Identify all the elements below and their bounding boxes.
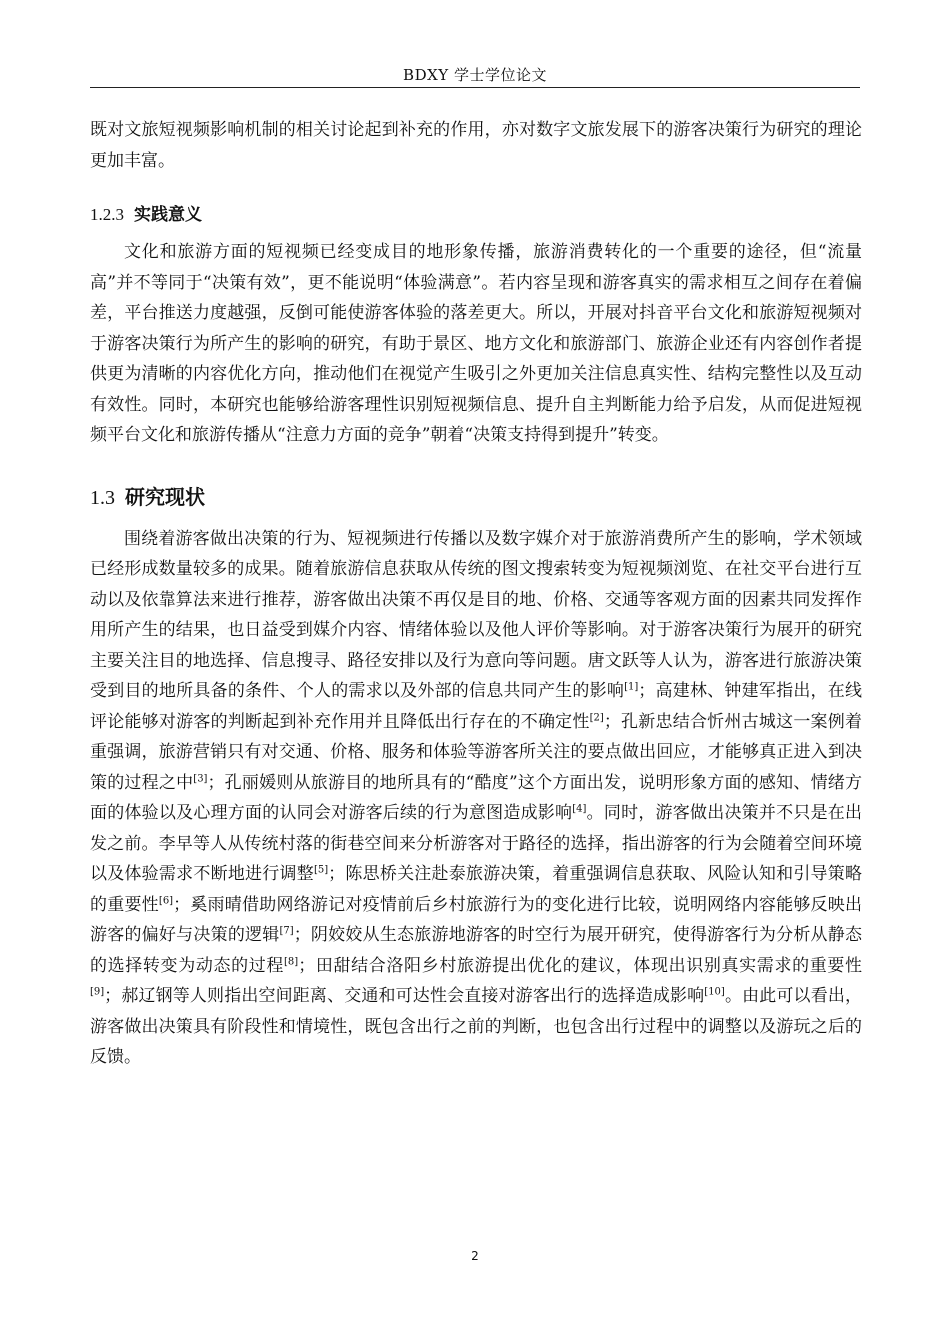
text-segment: ；孔新忠结合忻州古城这一案例着重强调，旅游营销只有对交通、价格、服务和体验等游客所关注的要点做出回应，才能够真正进入到决策的过程之中 (90, 711, 863, 793)
intro-paragraph: 既对文旅短视频影响机制的相关讨论起到补充的作用，亦对数字文旅发展下的游客决策行为研究的理论更加丰富。 (90, 120, 862, 171)
citation: [8] (284, 955, 299, 967)
practical-significance-paragraph: 文化和旅游方面的短视频已经变成目的地形象传播，旅游消费转化的一个重要的途径，但“流量高”并不等同于“决策有效”，更不能说明“体验满意”。若内容呈现和游客真实的需求相互之间存在着偏差，平台推送力度越强，反倒可能使游客体验的落差更大。所以，开展对抖音平台文化和旅游短视频对于游客决策行为所产生的影响的研究，有助于景区、地方文化和旅游部门、旅游企业还有内容创作者提供更为清晰的内容优化方向，推动他们在视觉产生吸引之外更加关注信息真实性、结构完整性以及互动有效性。同时，本研究也能够给游客理性识别短视频信息、提升自主判断能力给予启发，从而促进短视频平台文化和旅游传播从“注意力方面的竞争”朝着“决策支持得到提升”转变。 (90, 242, 862, 445)
text-segment: ；奚雨晴借助网络游记对疫情前后乡村旅游行为的变化进行比较，说明网络内容能够反映出游客的偏好与决策的逻辑 (90, 894, 863, 945)
citation: [4] (572, 803, 587, 815)
citation: [7] (279, 925, 294, 937)
text-segment: 围绕着游客做出决策的行为、短视频进行传播以及数字媒介对于旅游消费所产生的影响，学术领域已经形成数量较多的成果。随着旅游信息获取从传统的图文搜索转变为短视频浏览、在社交平台进行互动以及依靠算法来进行推荐，游客做出决策不再仅是目的地、价格、交通等客观方面的因素共同发挥作用所产生的结果，也日益受到媒介内容、情绪体验以及他人评价等影响。对于游客决策行为展开的研究主要关注目的地选择、信息搜寻、路径安排以及行为意向等问题。唐文跃等人认为，游客进行旅游决策受到目的地所具备的条件、个人的需求以及外部的信息共同产生的影响 (90, 528, 862, 701)
section-title: 实践意义 (134, 205, 202, 225)
citation: [3] (193, 772, 208, 784)
citation: [6] (158, 894, 174, 906)
text-segment: ；陈思桥关注赴泰旅游决策，着重强调信息获取、风险认知和引导策略的重要性 (90, 864, 863, 915)
page-number: 2 (471, 1249, 479, 1263)
section-heading-1-3 (90, 481, 862, 510)
text-segment: ；阴姣姣从生态旅游地游客的时空行为展开研究，使得游客行为分析从静态的选择转变为动态的过程 (90, 925, 863, 976)
header-rule (90, 87, 860, 88)
research-status-paragraph (90, 524, 862, 1073)
text-segment: ；高建林、钟建军指出，在线评论能够对游客的判断起到补充作用并且降低出行存在的不确定性 (90, 681, 863, 732)
section-heading-1-2-3 (90, 200, 862, 225)
text-segment: ；郝辽钢等人则指出空间距离、交通和可达性会直接对游客出行的选择造成影响 (104, 986, 705, 1006)
text-segment: 。同时，游客做出决策并不只是在出发之前。李早等人从传统村落的街巷空间来分析游客对于路径的选择，指出游客的行为会随着空间环境以及体验需求不断地进行调整 (90, 803, 863, 884)
text-segment: ；田甜结合洛阳乡村旅游提出优化的建议，体现出识别真实需求的重要性 (298, 955, 863, 976)
section-title: 研究现状 (125, 484, 205, 509)
citation: [10] (704, 986, 725, 998)
section-number: 1.2.3 (90, 205, 124, 224)
text-segment: 。由此可以看出，游客做出决策具有阶段性和情境性，既包含出行之前的判断，也包含出行过程中的调整以及游玩之后的反馈。 (90, 986, 862, 1067)
page-body (90, 115, 862, 1073)
section-number: 1.3 (90, 486, 115, 509)
citation: [9] (90, 986, 105, 998)
citation: [2] (589, 711, 604, 723)
text-segment: ；孔丽媛则从旅游目的地所具有的“酷度”这个方面出发，说明形象方面的感知、情绪方面的体验以及心理方面的认同会对游客后续的行为意图造成影响 (90, 772, 862, 823)
page-header: BDXY 学士学位论文 (403, 66, 547, 84)
citation: [5] (313, 864, 329, 876)
citation: [1] (624, 681, 639, 693)
